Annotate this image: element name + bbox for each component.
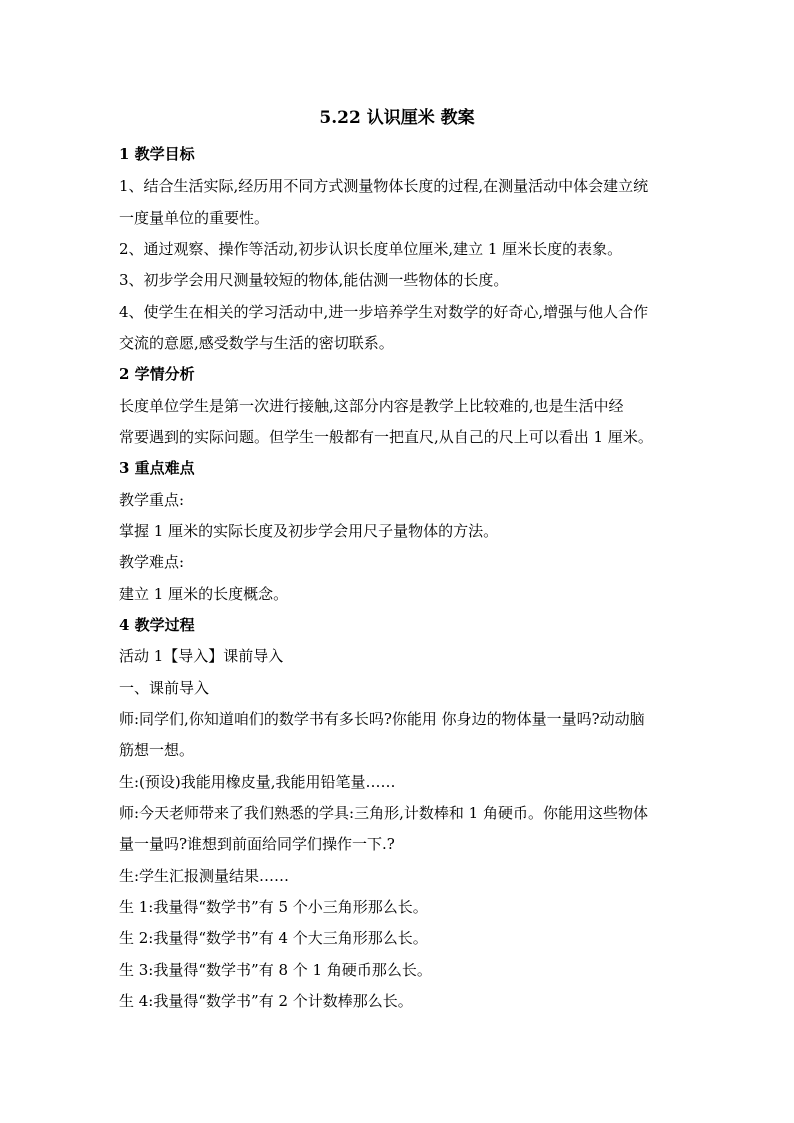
paragraph-line: 3、初步学会用尺测量较短的物体,能估测一些物体的长度。	[119, 271, 509, 289]
paragraph-line: 常要遇到的实际问题。但学生一般都有一把直尺,从自己的尺上可以看出 1 厘米。	[119, 428, 653, 446]
section-heading-objectives: 1 教学目标	[119, 145, 195, 163]
paragraph-line: 生 4:我量得“数学书”有 2 个计数棒那么长。	[119, 992, 413, 1010]
paragraph-line: 教学重点:	[119, 491, 185, 509]
paragraph-line: 筋想一想。	[119, 741, 195, 759]
paragraph-line: 4、使学生在相关的学习活动中,进一步培养学生对数学的好奇心,增强与他人合作	[119, 303, 649, 321]
paragraph-line: 生 2:我量得“数学书”有 4 个大三角形那么长。	[119, 929, 428, 947]
paragraph-line: 活动 1【导入】课前导入	[119, 647, 284, 665]
paragraph-line: 1、结合生活实际,经历用不同方式测量物体长度的过程,在测量活动中体会建立统	[119, 177, 649, 195]
paragraph-line: 掌握 1 厘米的实际长度及初步学会用尺子量物体的方法。	[119, 522, 499, 540]
paragraph-line: 师:今天老师带来了我们熟悉的学具:三角形,计数棒和 1 角硬币。你能用这些物体	[119, 804, 648, 822]
paragraph-line: 建立 1 厘米的长度概念。	[119, 585, 289, 603]
section-heading-analysis: 2 学情分析	[119, 365, 195, 383]
paragraph-line: 一、课前导入	[119, 679, 210, 697]
paragraph-line: 教学难点:	[119, 553, 185, 571]
paragraph-line: 师:同学们,你知道咱们的数学书有多长吗?你能用 你身边的物体量一量吗?动动脑	[119, 710, 645, 728]
paragraph-line: 量一量吗?谁想到前面给同学们操作一下.?	[119, 835, 395, 853]
paragraph-line: 交流的意愿,感受数学与生活的密切联系。	[119, 334, 394, 352]
document-title: 5.22 认识厘米 教案	[319, 108, 475, 128]
paragraph-line: 生:(预设)我能用橡皮量,我能用铅笔量……	[119, 773, 396, 791]
paragraph-line: 生 1:我量得“数学书”有 5 个小三角形那么长。	[119, 898, 428, 916]
paragraph-line: 生:学生汇报测量结果……	[119, 867, 290, 885]
paragraph-line: 2、通过观察、操作等活动,初步认识长度单位厘米,建立 1 厘米长度的表象。	[119, 240, 623, 258]
paragraph-line: 生 3:我量得“数学书”有 8 个 1 角硬币那么长。	[119, 961, 432, 979]
paragraph-line: 长度单位学生是第一次进行接触,这部分内容是教学上比较难的,也是生活中经	[119, 397, 624, 415]
paragraph-line: 一度量单位的重要性。	[119, 209, 270, 227]
section-heading-process: 4 教学过程	[119, 616, 195, 634]
section-heading-key-points: 3 重点难点	[119, 459, 195, 477]
